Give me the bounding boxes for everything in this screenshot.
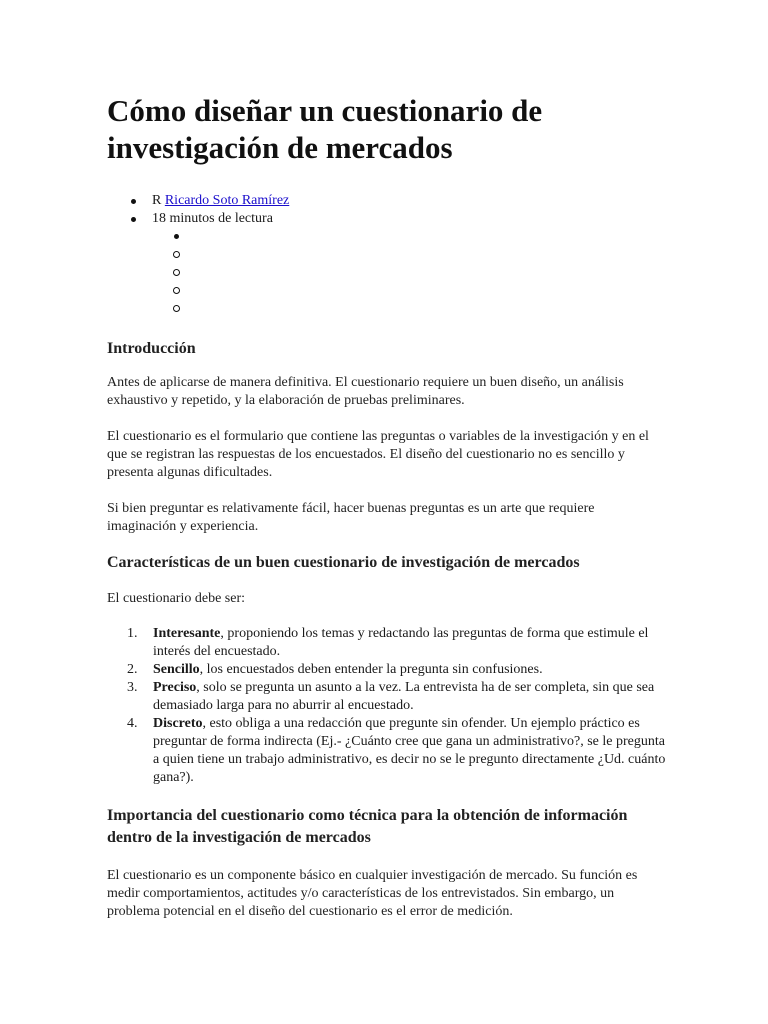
author-link[interactable]: Ricardo Soto Ramírez [164, 193, 290, 208]
importance-heading: Importancia del cuestionario como técnica para la obtención de información dentro de la investigación de mercados [107, 807, 628, 846]
list-term: Preciso [153, 680, 197, 695]
intro-paragraph: Antes de aplicarse de manera definitiva. El cuestionario requiere un buen diseño, un análisis exhaustivo y repetido, y la elaboración de pruebas preliminares. [107, 375, 624, 408]
empty-bullet-hollow [107, 264, 667, 282]
list-text: , esto obliga a una redacción que pregunte sin ofender. Un ejemplo práctico es preguntar de forma indirecta (Ej.- ¿Cuánto cree que gana un administrativo?, se le pregunta a quien tiene un trabajo administrativo, es decir no se le pregunto directamente ¿Ud. cuánto gana?). [153, 716, 666, 785]
article [107, 92, 667, 921]
importance-paragraph: El cuestionario es un componente básico en cualquier investigación de mercado. Su función es medir comportamientos, actitudes y/o características de los entrevistados. Sin embargo, un problema potencial en el diseño del cuestionario es el error de medición. [107, 868, 638, 919]
features-list [107, 625, 667, 787]
list-item [107, 661, 667, 679]
list-item [107, 715, 667, 787]
article-title: Cómo diseñar un cuestionario de investigación de mercados [107, 93, 543, 165]
empty-bullet-list [107, 228, 667, 318]
intro-heading: Introducción [107, 340, 196, 357]
empty-bullet-filled [107, 228, 667, 246]
empty-bullet-hollow [107, 300, 667, 318]
list-item [107, 625, 667, 661]
read-time: 18 minutos de lectura [107, 210, 667, 228]
features-heading: Características de un buen cuestionario de investigación de mercados [107, 554, 580, 571]
empty-bullet-hollow [107, 282, 667, 300]
list-number: 1. [127, 626, 138, 641]
list-text: , solo se pregunta un asunto a la vez. La entrevista ha de ser completa, sin que sea demasiado larga para no aburrir al encuestado. [153, 680, 655, 713]
author-prefix: R [152, 193, 162, 208]
list-number: 3. [127, 680, 138, 695]
author-line [107, 192, 667, 210]
list-number: 2. [127, 662, 138, 677]
list-term: Discreto [153, 716, 203, 731]
list-item [107, 679, 667, 715]
list-term: Sencillo [153, 662, 200, 677]
features-lead: El cuestionario debe ser: [107, 591, 246, 606]
list-text: , proponiendo los temas y redactando las preguntas de forma que estimule el interés del encuestado. [153, 626, 649, 659]
list-number: 4. [127, 716, 138, 731]
article-meta [107, 192, 667, 228]
list-term: Interesante [153, 626, 221, 641]
intro-paragraph: El cuestionario es el formulario que contiene las preguntas o variables de la investigación y en el que se registran las respuestas de los encuestados. El diseño del cuestionario no es sencillo y presenta algunas dificultades. [107, 429, 649, 480]
intro-paragraph: Si bien preguntar es relativamente fácil, hacer buenas preguntas es un arte que requiere imaginación y experiencia. [107, 501, 595, 534]
list-text: , los encuestados deben entender la pregunta sin confusiones. [199, 662, 543, 677]
empty-bullet-hollow [107, 246, 667, 264]
